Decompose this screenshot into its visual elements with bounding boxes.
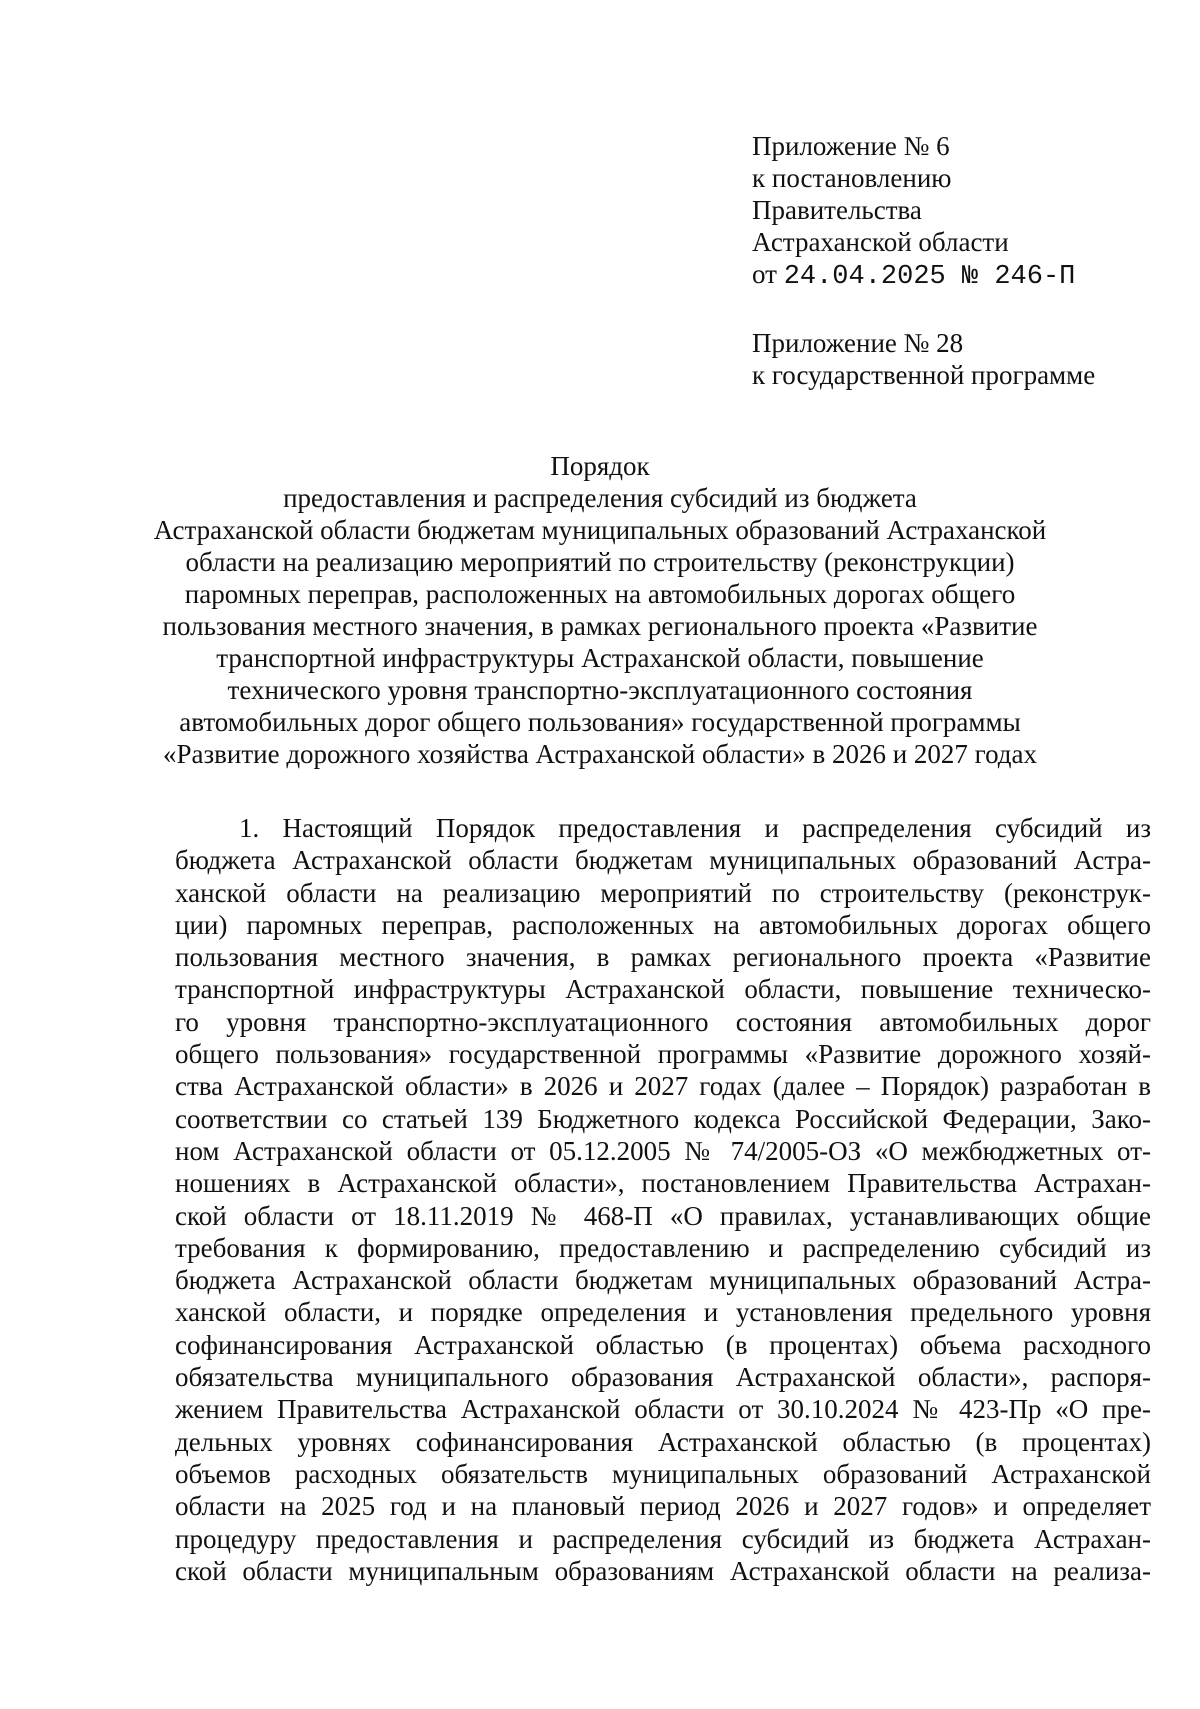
appendix-6-header — [752, 130, 1172, 293]
body-line: требования к формированию, предоставлению и распределению субсидий из — [175, 1232, 1151, 1263]
appendix-6-date-line — [752, 258, 1172, 293]
body-line: бюджета Астраханской области бюджетам муниципальных образований Астра- — [175, 845, 1151, 876]
title-line: области на реализацию мероприятий по строительству (реконструкции) — [185, 547, 1015, 577]
body-line: ства Астраханской области» в 2026 и 2027 годах (далее – Порядок) разработан в — [175, 1071, 1151, 1102]
body-line: ханской области, и порядке определения и установления предельного уровня — [175, 1297, 1151, 1328]
body-line: ном Астраханской области от 05.12.2005 № 74/2005-ОЗ «О межбюджетных от- — [175, 1135, 1151, 1166]
body-line: дельных уровнях софинансирования Астраханской областью (в процентах) — [175, 1426, 1151, 1457]
body-line: пользования местного значения, в рамках регионального проекта «Развитие — [175, 942, 1151, 973]
title-line: технического уровня транспортно-эксплуатационного состояния — [227, 675, 973, 705]
date-prefix: от — [752, 259, 777, 289]
title-line: предоставления и распределения субсидий из бюджета — [283, 483, 917, 513]
body-line: соответствии со статьей 139 Бюджетного кодекса Российской Федерации, Зако- — [175, 1103, 1151, 1134]
body-line: общего пользования» государственной программы «Развитие дорожного хозяй- — [175, 1039, 1151, 1070]
body-line: транспортной инфраструктуры Астраханской области, повышение техническо- — [175, 974, 1151, 1005]
paragraph-1 — [175, 812, 1151, 1587]
title-line: пользования местного значения, в рамках регионального проекта «Развитие — [162, 611, 1038, 641]
appendix-6-line: к постановлению — [752, 163, 952, 193]
title-line: Порядок — [550, 451, 650, 481]
appendix-28-header — [752, 327, 1172, 391]
body-line: бюджета Астраханской области бюджетам муниципальных образований Астра- — [175, 1265, 1151, 1296]
title-line: транспортной инфраструктуры Астраханской области, повышение — [216, 643, 984, 673]
document-title — [150, 450, 1050, 770]
body-line: ношениях в Астраханской области», постановлением Правительства Астрахан- — [175, 1168, 1151, 1199]
date-number-stamp: 24.04.2025 № 246-П — [783, 262, 1076, 292]
appendix-6-line: Приложение № 6 — [752, 131, 950, 161]
body-line: 1. Настоящий Порядок предоставления и распределения субсидий из — [239, 813, 1151, 843]
title-line: автомобильных дорог общего пользования» государственной программы — [179, 707, 1021, 737]
appendix-28-line: Приложение № 28 — [752, 328, 964, 358]
appendix-6-line: Правительства — [752, 195, 922, 225]
body-line: объемов расходных обязательств муниципальных образований Астраханской — [175, 1458, 1151, 1489]
title-line: Астраханской области бюджетам муниципальных образований Астраханской — [153, 515, 1047, 545]
title-line: «Развитие дорожного хозяйства Астраханской области» в 2026 и 2027 годах — [162, 739, 1038, 769]
body-line: софинансирования Астраханской областью (в процентах) объема расходного — [175, 1329, 1151, 1360]
body-line: жением Правительства Астраханской области от 30.10.2024 № 423-Пр «О пре- — [175, 1394, 1151, 1425]
body-line: обязательства муниципального образования Астраханской области», распоря- — [175, 1362, 1151, 1393]
appendix-28-line: к государственной программе — [752, 360, 1096, 390]
body-line: ской области от 18.11.2019 № 468-П «О правилах, устанавливающих общие — [175, 1200, 1151, 1231]
appendix-6-line: Астраханской области — [752, 227, 1009, 257]
body-line: области на 2025 год и на плановый период 2026 и 2027 годов» и определяет — [175, 1491, 1151, 1522]
body-line: го уровня транспортно-эксплуатационного состояния автомобильных дорог — [175, 1006, 1151, 1037]
body-line: ции) паромных переправ, расположенных на автомобильных дорогах общего — [175, 909, 1151, 940]
body-line: ханской области на реализацию мероприятий по строительству (реконструк- — [175, 877, 1151, 908]
title-line: паромных переправ, расположенных на автомобильных дорогах общего — [184, 579, 1016, 609]
body-line: процедуру предоставления и распределения субсидий из бюджета Астрахан- — [175, 1523, 1151, 1554]
body-line: ской области муниципальным образованиям Астраханской области на реализа- — [175, 1555, 1151, 1586]
